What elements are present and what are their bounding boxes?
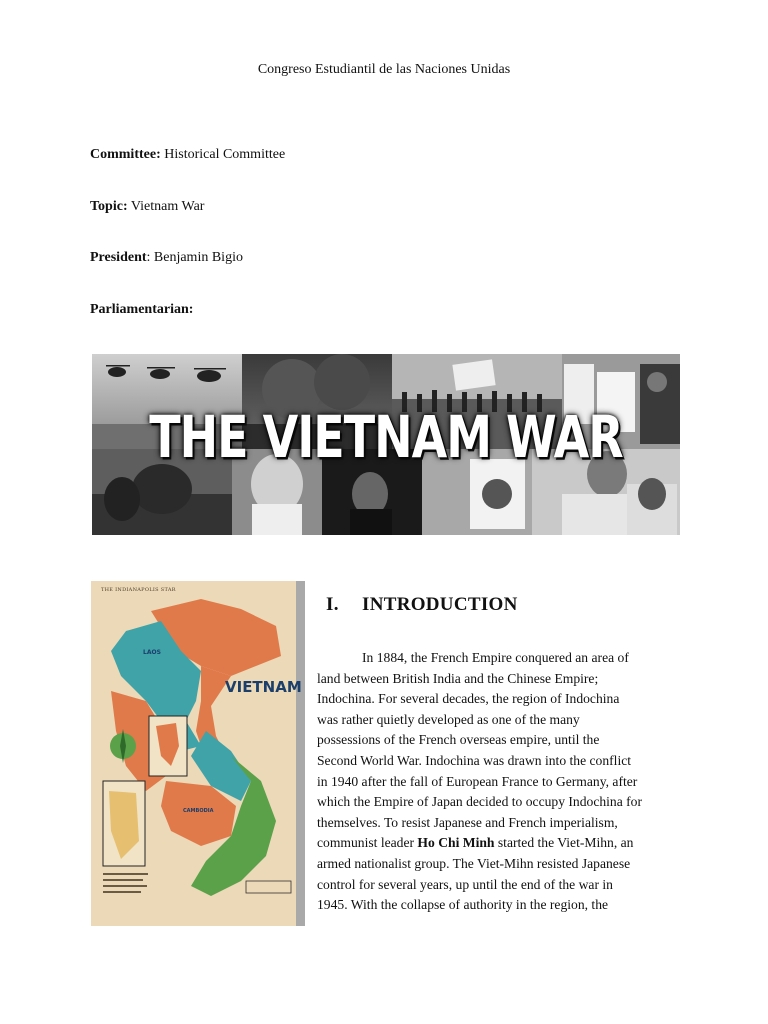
- intro-line: in 1940 after the fall of European France to Germany, after: [317, 773, 638, 789]
- intro-line: themselves. To resist Japanese and French imperialism,: [317, 814, 618, 830]
- map-label-laos: LAOS: [143, 649, 161, 656]
- parliamentarian-label: Parliamentarian:: [90, 302, 194, 317]
- intro-line: control for several years, up until the end of the war in: [317, 876, 613, 892]
- introduction-heading: [326, 594, 518, 616]
- intro-line: Indochina. For several decades, the region of Indochina: [317, 691, 620, 707]
- intro-line: Second World War. Indochina was drawn into the conflict: [317, 752, 632, 768]
- map-label-cambodia: CAMBODIA: [183, 808, 214, 814]
- map-label-vietnam: VIETNAM: [225, 678, 302, 696]
- intro-line: 1945. With the collapse of authority in the region, the: [317, 897, 609, 913]
- president-value: : Benjamin Bigio: [146, 250, 243, 265]
- intro-line: armed nationalist group. The Viet-Mihn resisted Japanese: [317, 855, 631, 871]
- intro-line: In 1884, the French Empire conquered an area of: [362, 650, 629, 665]
- section-title: INTRODUCTION: [362, 594, 518, 615]
- vietnam-war-banner: [92, 354, 680, 535]
- vietnam-map-image: [91, 581, 305, 926]
- intro-line: possessions of the French overseas empire, until the: [317, 732, 600, 748]
- document-header-title: Congreso Estudiantil de las Naciones Unidas: [257, 62, 511, 77]
- intro-line-text: started the Viet-Mihn, an: [494, 835, 634, 851]
- intro-line: was rather quietly developed as one of the many: [317, 711, 580, 727]
- introduction-body: [317, 648, 681, 916]
- committee-label: Committee:: [90, 147, 161, 162]
- banner-title: THE VIETNAM WAR: [149, 403, 623, 471]
- section-number: I.: [326, 594, 339, 615]
- president-label: President: [90, 250, 147, 265]
- topic-value: Vietnam War: [130, 199, 205, 214]
- intro-line: which the Empire of Japan decided to occupy Indochina for: [317, 794, 643, 810]
- topic-field: [90, 199, 204, 215]
- committee-field: [90, 147, 285, 163]
- president-field: [90, 250, 243, 266]
- intro-line: [317, 833, 681, 854]
- intro-line: land between British India and the Chinese Empire;: [317, 670, 599, 686]
- topic-label: Topic:: [90, 199, 128, 214]
- ho-chi-minh-name: Ho Chi Minh: [417, 835, 495, 851]
- map-caption: THE INDIANAPOLIS STAR: [101, 587, 176, 593]
- map-graphic: [91, 581, 305, 926]
- committee-value: Historical Committee: [164, 147, 286, 162]
- parliamentarian-field: [90, 302, 193, 318]
- intro-line-text: communist leader: [317, 835, 418, 851]
